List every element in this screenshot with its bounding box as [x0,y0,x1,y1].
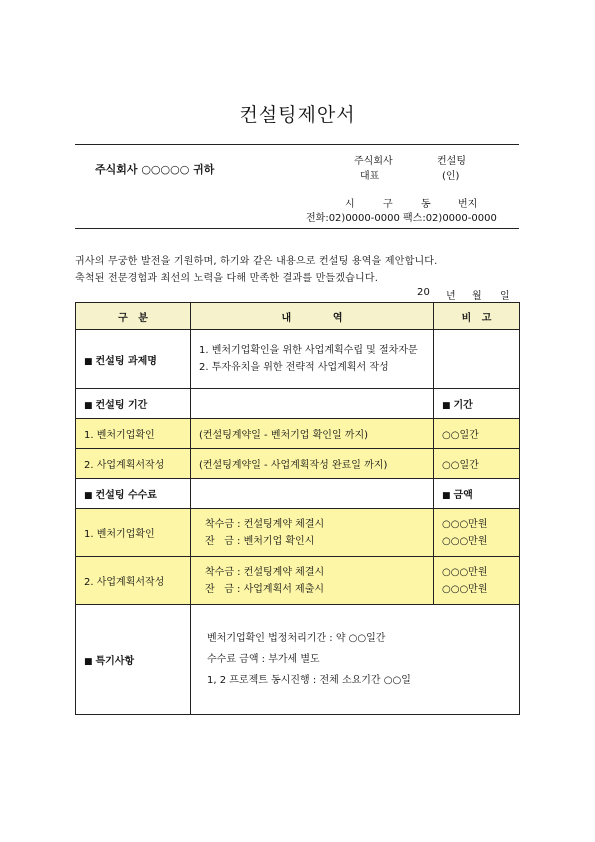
document-title: 컨설팅제안서 [239,104,356,126]
sender-company-name: 컨설팅 [437,156,466,167]
square-marker: ■ [442,401,451,411]
fee-row-2-notes [434,557,520,605]
proposal-table [75,302,520,715]
special-label-cell [76,605,191,715]
subject-label: 컨설팅 과제명 [95,355,157,367]
fee-row-1-note-2: ○○○만원 [442,535,488,547]
table-row-fee-1 [76,509,520,557]
square-marker: ■ [84,356,93,367]
date-month-label: 월 [472,291,482,302]
header-category: 구 분 [76,303,191,330]
fee-label-cell [76,479,191,509]
table-header-row [76,303,520,330]
recipient: 주식회사 ○○○○○ 귀하 [95,163,215,176]
period-row-2-desc: (컨설팅계약일 - 사업계획작성 완료일 까지) [191,449,434,479]
subject-label-cell [76,330,191,389]
special-item-3: 1, 2 프로젝트 동시진행 : 전체 소요기간 ○○일 [207,675,411,686]
square-marker: ■ [84,657,93,667]
period-details-empty [191,389,434,419]
fee-row-2-line-2: 잔 금 : 사업계획서 제출시 [205,583,325,595]
fee-row-1-note-1: ○○○만원 [442,518,488,530]
table-row-fee-heading [76,479,520,509]
intro-line-1: 귀사의 무궁한 발전을 기원하며, 하기와 같은 내용으로 컨설팅 용역을 제안합니다. [75,256,438,267]
top-divider [75,144,519,145]
fee-row-1-desc [191,509,434,557]
sender-contact: 전화:02)0000-0000 팩스:02)0000-0000 [306,213,497,224]
header-details: 내 역 [191,303,434,330]
address-number: 번지 [458,199,478,210]
address-dong: 동 [421,199,431,210]
address-city: 시 [345,199,355,210]
fee-row-2-note-1: ○○○만원 [442,566,488,578]
sender-ceo-label: 대표 [360,171,380,182]
period-note: 기간 [453,400,473,411]
intro-line-2: 축척된 전문경험과 최선의 노력을 다해 만족한 결과를 만들겠습니다. [75,273,379,284]
fee-row-1-name: 1. 벤처기업확인 [76,509,191,557]
table-row-period-heading [76,389,520,419]
table-row-subject [76,330,520,389]
date-day-label: 일 [500,291,510,302]
special-item-1: 벤처기업확인 법정처리기간 : 약 ○○일간 [207,633,386,644]
subject-item-1: 1. 벤처기업확인을 위한 사업계획수립 및 절차자문 [199,345,418,356]
square-marker: ■ [442,491,451,501]
date-year: 20 [417,287,431,298]
period-label-cell [76,389,191,419]
special-details [191,605,520,715]
table-row-period-2 [76,449,520,479]
subject-remarks [434,330,520,389]
address-district: 구 [383,199,393,210]
period-label: 컨설팅 기간 [95,400,148,411]
fee-row-1-line-2: 잔 금 : 벤처기업 확인시 [205,535,315,547]
header-remarks: 비 고 [434,303,520,330]
period-row-2-name: 2. 사업계획서작성 [76,449,191,479]
subject-item-2: 2. 투자유치을 위한 전략적 사업계획서 작성 [199,362,389,373]
period-row-1-name: 1. 벤처기업확인 [76,419,191,449]
sender-seal: (인) [442,171,460,182]
table-row-special [76,605,520,715]
square-marker: ■ [84,491,93,501]
fee-label: 컨설팅 수수료 [95,490,157,501]
fee-note: 금액 [453,490,473,501]
bottom-divider [75,228,519,229]
period-row-2-note: ○○일간 [434,449,520,479]
period-note-cell [434,389,520,419]
date-year-label: 년 [446,291,456,302]
period-row-1-desc: (컨설팅계약일 - 벤처기업 확인일 까지) [191,419,434,449]
sender-company: 주식회사 [354,156,393,167]
table-row-period-1 [76,419,520,449]
period-row-1-note: ○○일간 [434,419,520,449]
special-label: 특기사항 [95,656,135,667]
fee-row-2-desc [191,557,434,605]
fee-row-2-note-2: ○○○만원 [442,583,488,595]
fee-row-2-name: 2. 사업계획서작성 [76,557,191,605]
fee-row-1-line-1: 착수금 : 컨설팅계약 체결시 [205,518,325,530]
special-item-2: 수수료 금액 : 부가세 별도 [207,654,320,665]
subject-details [191,330,434,389]
square-marker: ■ [84,401,93,411]
fee-details-empty [191,479,434,509]
fee-note-cell [434,479,520,509]
fee-row-2-line-1: 착수금 : 컨설팅계약 체결시 [205,566,325,578]
fee-row-1-notes [434,509,520,557]
table-row-fee-2 [76,557,520,605]
